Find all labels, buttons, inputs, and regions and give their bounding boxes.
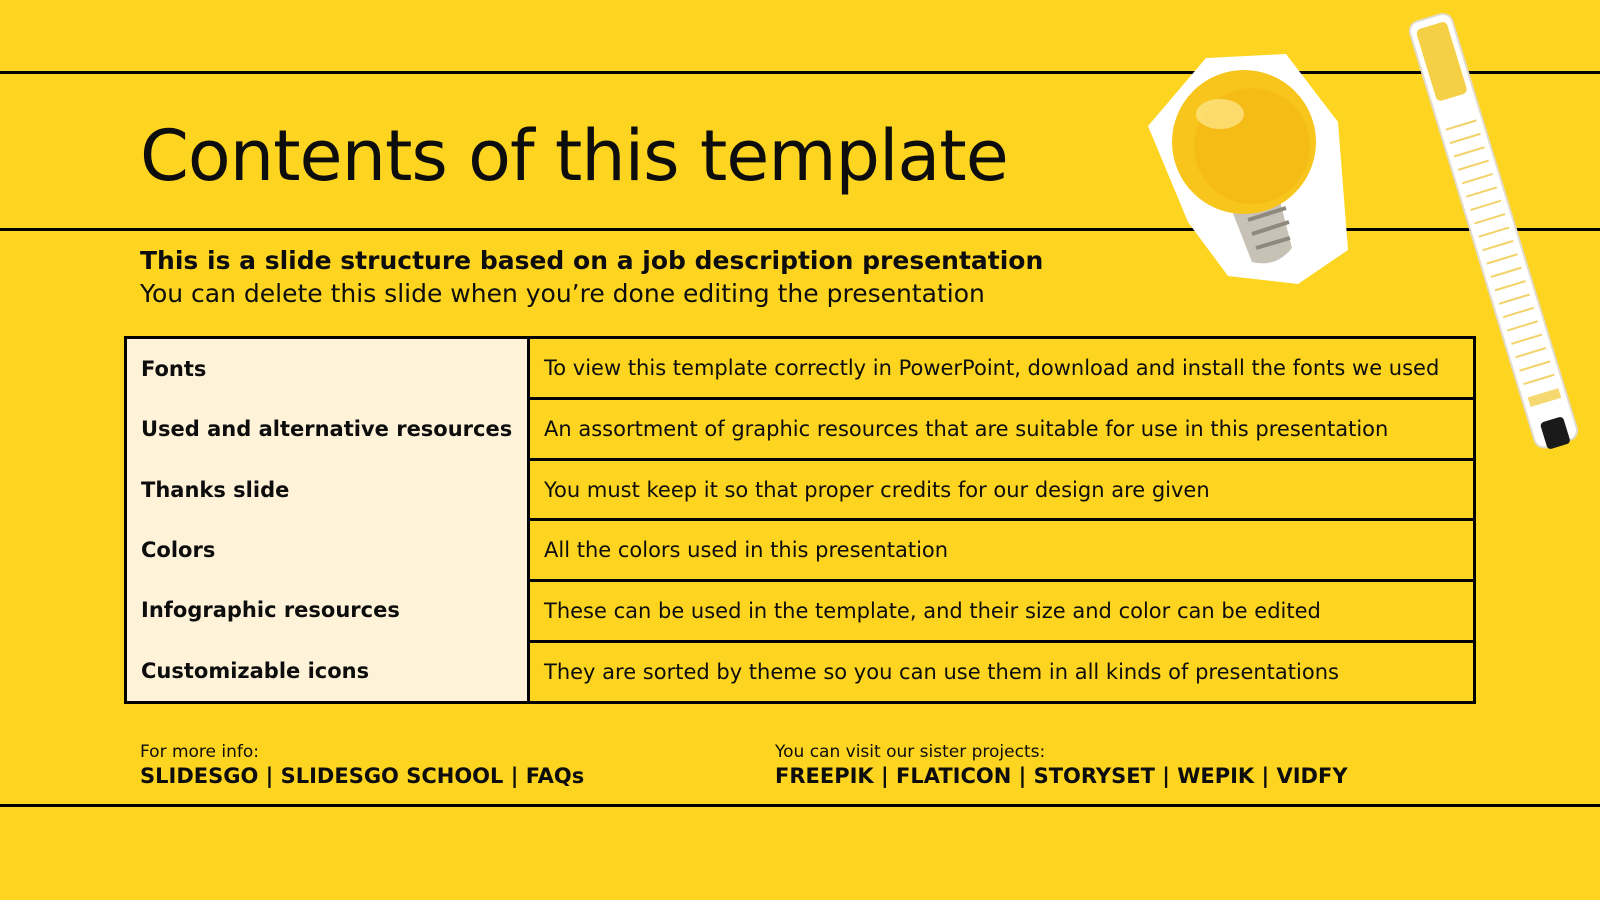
row-description-thanks: You must keep it so that proper credits for our design are given (530, 458, 1473, 519)
more-info-links[interactable]: SLIDESGO | SLIDESGO SCHOOL | FAQs (140, 764, 585, 788)
row-label-infographics: Infographic resources (141, 598, 400, 623)
row-label-colors: Colors (141, 538, 216, 563)
row-description-resources: An assortment of graphic resources that are suitable for use in this presentation (530, 397, 1473, 458)
slide-subtitle: You can delete this slide when you’re done editing the presentation (140, 279, 985, 308)
slide-subtitle-bold: This is a slide structure based on a job description presentation (140, 246, 1044, 275)
row-label-fonts: Fonts (141, 357, 207, 382)
row-label-thanks: Thanks slide (141, 477, 290, 502)
sister-projects-label: You can visit our sister projects: (775, 742, 1046, 762)
light-bulb-icon (1148, 52, 1348, 287)
contents-table (124, 336, 1476, 704)
row-label-icons: Customizable icons (141, 658, 370, 683)
top-divider-line (0, 71, 1600, 74)
slide-title: Contents of this template (140, 115, 1008, 197)
bottom-divider-line (0, 804, 1600, 807)
sister-projects-links[interactable]: FREEPIK | FLATICON | STORYSET | WEPIK | VIDFY (775, 764, 1348, 788)
row-description-icons: They are sorted by theme so you can use them in all kinds of presentations (530, 640, 1473, 701)
description-column (530, 339, 1473, 701)
row-description-colors: All the colors used in this presentation (530, 518, 1473, 579)
label-column (127, 339, 530, 701)
row-description-fonts: To view this template correctly in PowerPoint, download and install the fonts we used (544, 355, 1440, 380)
title-divider-line (0, 228, 1600, 231)
row-description-infographics: These can be used in the template, and their size and color can be edited (530, 579, 1473, 640)
more-info-label: For more info: (140, 742, 260, 762)
row-label-resources: Used and alternative resources (141, 417, 513, 442)
